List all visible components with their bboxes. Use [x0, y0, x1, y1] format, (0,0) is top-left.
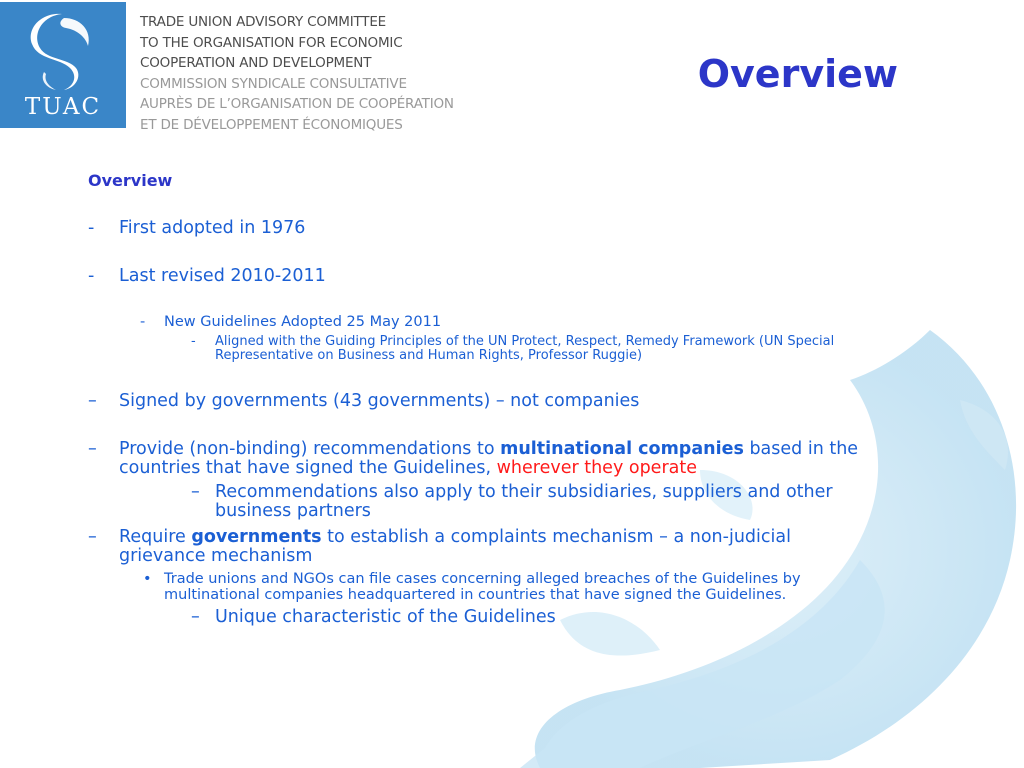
- list-item-text: Signed by governments (43 governments) – not companies: [119, 391, 640, 411]
- bullet: -: [140, 314, 146, 330]
- list-item-text: Aligned with the Guiding Principles of the UN Protect, Respect, Remedy Framework (UN Special: [215, 334, 835, 349]
- highlighted-text: wherever they operate: [496, 458, 697, 478]
- list-item-text: [119, 527, 791, 547]
- tuac-logo: [0, 2, 126, 128]
- organisation-name: [140, 12, 454, 136]
- text-segment: based in the: [743, 439, 859, 459]
- logo-text: TUAC: [24, 94, 102, 120]
- list-item-text: [119, 458, 697, 478]
- list-item-text: New Guidelines Adopted 25 May 2011: [164, 314, 442, 330]
- section-heading: Overview: [88, 171, 173, 190]
- list-item: [88, 218, 94, 238]
- list-item-text: grievance mechanism: [119, 546, 313, 566]
- list-item-text: multinational companies headquartered in countries that have signed the Guidelines.: [164, 587, 787, 603]
- org-line-fr: ET DE DÉVELOPPEMENT ÉCONOMIQUES: [140, 116, 403, 133]
- list-item-text: First adopted in 1976: [119, 218, 306, 238]
- text-segment-bold: governments: [191, 527, 322, 547]
- bullet: –: [88, 391, 97, 411]
- text-segment: Require: [119, 527, 192, 547]
- bullet: –: [88, 439, 97, 459]
- bullet: –: [191, 607, 200, 627]
- list-item-text: [119, 439, 858, 459]
- list-item-text: Trade unions and NGOs can file cases concerning alleged breaches of the Guidelines by: [164, 571, 801, 587]
- text-segment: to establish a complaints mechanism – a non-judicial: [321, 527, 791, 547]
- org-line-fr: COMMISSION SYNDICALE CONSULTATIVE: [140, 75, 407, 92]
- bullet: -: [88, 218, 95, 238]
- text-segment: Provide (non-binding) recommendations to: [119, 439, 501, 459]
- bullet: –: [191, 482, 200, 502]
- bullet: –: [88, 527, 97, 547]
- slide-title: Overview: [697, 52, 898, 96]
- org-line-fr: AUPRÈS DE L’ORGANISATION DE COOPÉRATION: [140, 96, 454, 113]
- bullet: -: [191, 334, 196, 349]
- list-item-text: Representative on Business and Human Rights, Professor Ruggie): [215, 348, 643, 363]
- list-item-text: business partners: [215, 501, 371, 521]
- text-segment: countries that have signed the Guidelines,: [119, 458, 497, 478]
- list-item-text: Unique characteristic of the Guidelines: [215, 607, 556, 627]
- list-item-text: Last revised 2010-2011: [119, 266, 326, 286]
- org-line-en: COOPERATION AND DEVELOPMENT: [140, 55, 372, 72]
- swirl-logo-icon: [0, 2, 126, 94]
- org-line-en: TO THE ORGANISATION FOR ECONOMIC: [140, 34, 403, 51]
- bullet: -: [88, 266, 95, 286]
- list-item-text: Recommendations also apply to their subsidiaries, suppliers and other: [215, 482, 833, 502]
- bullet: •: [143, 571, 152, 587]
- org-line-en: TRADE UNION ADVISORY COMMITTEE: [140, 14, 387, 30]
- text-segment-bold: multinational companies: [500, 439, 744, 459]
